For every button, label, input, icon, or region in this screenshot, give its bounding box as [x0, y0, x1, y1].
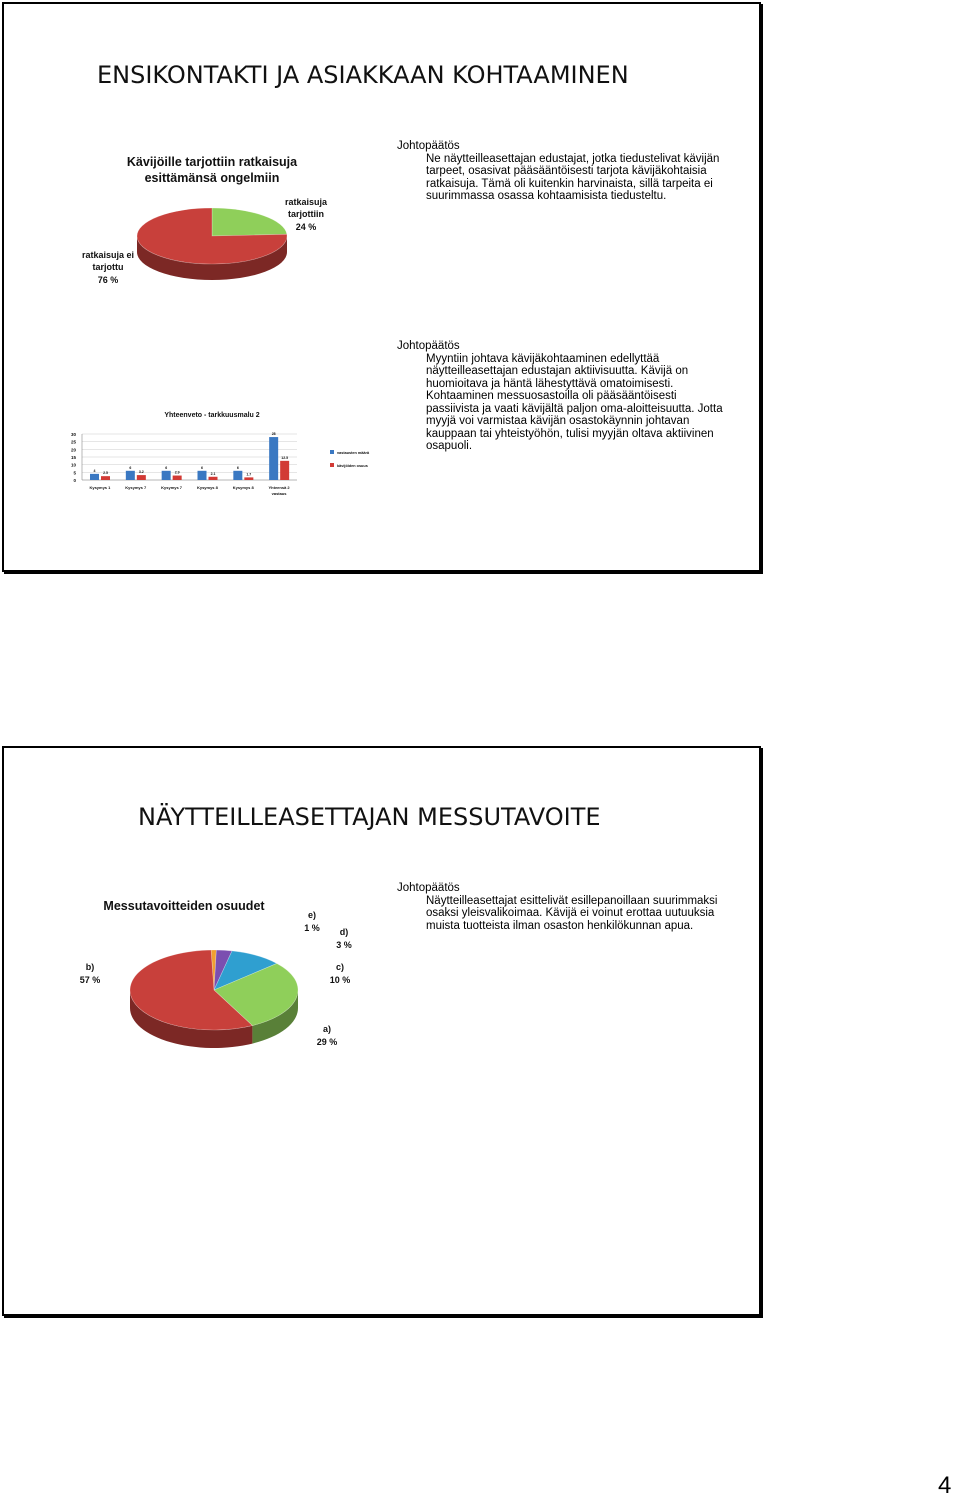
y-tick-label: 20	[70, 447, 76, 453]
note-heading: Johtopäätös	[397, 882, 460, 894]
bar-value-label: 12.5	[281, 455, 289, 460]
y-tick-label: 0	[73, 478, 76, 483]
legend-label: vastausten määrä	[337, 451, 370, 455]
y-tick-label: 10	[70, 462, 76, 468]
slice-label: tarjottiin	[288, 209, 324, 219]
chart-title: esittämänsä ongelmiin	[144, 171, 280, 185]
slice-label: e)	[307, 910, 317, 920]
chart-title: Kävijöille tarjottiin ratkaisuja	[126, 155, 298, 169]
slide-2	[2, 746, 761, 1316]
note-body: Myyntiin johtava kävijäkohtaaminen edellyttää näytteilleasettajan edustajan aktiivisuutta. Kävijä on huomioitava ja häntä lähestyttävä omatoimisesti. Kohtaaminen messuosastoilla oli pääsääntöisesti passiivista ja vaati kävijältä paljon oma-aloitteisuutta. Jotta myyjä voi varmistaa kävijän osastokäynnin johtavan kauppaan tai yhteistyöhön, tulisi myyjän oltava aktiivinen osapuoli.	[426, 352, 723, 452]
x-tick-label: Kysymys 7	[125, 485, 147, 490]
conclusion-note-2	[397, 340, 727, 453]
slice-value-label: 3 %	[336, 940, 352, 950]
y-tick-label: 15	[70, 455, 76, 460]
bar-value-label: 28	[271, 432, 276, 437]
bar-value-label: 6	[129, 465, 132, 470]
slice-value-label: 24 %	[295, 222, 317, 232]
x-tick-label: vastaus	[271, 491, 287, 496]
bar-value-label: 6	[236, 465, 239, 470]
bar-value-label: 6	[201, 465, 203, 470]
bar	[126, 471, 135, 480]
bar	[162, 471, 171, 480]
slice-label: ratkaisuja ei	[81, 250, 135, 260]
conclusion-note-3	[397, 882, 727, 932]
bar	[101, 476, 110, 480]
bar-value-label: 1.7	[246, 472, 252, 477]
x-tick-label: Kysymys 7	[161, 485, 183, 490]
bar	[244, 477, 253, 480]
slice-value-label: 10 %	[329, 975, 351, 985]
slice-value-label: 1 %	[304, 923, 320, 933]
slice-value-label: 76 %	[97, 275, 119, 285]
note-heading: Johtopäätös	[397, 340, 460, 352]
bar-value-label: 2.1	[210, 471, 216, 476]
bar-value-label: 6	[165, 465, 168, 470]
note-body: Ne näytteilleasettajan edustajat, jotka tiedustelivat kävijän tarpeet, osasivat pääsääntöisesti tarjota kävijäkohtaisia ratkaisuja. Tämä oli kuitenkin harvinaista, sillä tarpeita ei suurimmassa osassa kohtaamisista tiedusteltu.	[426, 152, 720, 202]
page-number: 4	[938, 1472, 952, 1499]
legend-swatch	[330, 463, 334, 467]
chart-title: Yhteenveto - tarkkuusmalu 2	[164, 412, 260, 419]
x-tick-label: Kysymys 1	[89, 485, 111, 490]
x-tick-label: Yhteensä 2	[268, 485, 290, 490]
pie-chart-solutions	[74, 144, 374, 299]
conclusion-note-1	[397, 140, 727, 203]
bar	[137, 475, 146, 480]
slide-title: ENSIKONTAKTI JA ASIAKKAAN KOHTAAMINEN	[97, 61, 629, 89]
slice-label: tarjottu	[92, 262, 124, 272]
pie-chart-goals	[74, 878, 374, 1053]
bar-value-label: 3.2	[138, 470, 144, 475]
bar	[233, 471, 242, 480]
slice-label: a)	[322, 1024, 332, 1034]
bar-value-label: 4	[93, 468, 96, 473]
bar	[198, 471, 207, 480]
slice-value-label: 29 %	[316, 1037, 338, 1047]
slice-label: b)	[85, 962, 95, 972]
bar	[90, 474, 99, 480]
slide-1	[2, 2, 761, 572]
slice-label: c)	[335, 962, 345, 972]
bar	[269, 437, 278, 480]
chart-title: Messutavoitteiden osuudet	[103, 899, 265, 913]
bar	[280, 461, 289, 480]
legend-swatch	[330, 450, 334, 454]
pie-slice	[212, 208, 287, 236]
slice-value-label: 57 %	[79, 975, 101, 985]
note-body: Näytteilleasettajat esittelivät esillepanoillaan suurimmaksi osaksi yleisvalikoimaa. Kävijä ei voinut erottaa uutuuksia muista tuotteista ilman osaston henkilökunnan apua.	[426, 894, 718, 932]
y-tick-label: 25	[70, 439, 76, 445]
slice-label: d)	[339, 927, 349, 937]
note-heading: Johtopäätös	[397, 140, 460, 152]
x-tick-label: Kysymys 8	[232, 485, 254, 490]
bar	[173, 476, 182, 480]
bar-value-label: 2.9	[174, 470, 180, 475]
bar-value-label: 2.5	[103, 471, 108, 476]
bar-chart-summary	[52, 402, 382, 502]
y-tick-label: 30	[70, 432, 76, 437]
legend-label: kävijöiden osuus	[337, 464, 368, 468]
slide-title: NÄYTTEILLEASETTAJAN MESSUTAVOITE	[138, 803, 601, 831]
x-tick-label: Kysymys 8	[196, 485, 218, 490]
slice-label: ratkaisuja	[284, 197, 328, 207]
bar	[209, 477, 218, 480]
y-tick-label: 5	[73, 470, 76, 476]
